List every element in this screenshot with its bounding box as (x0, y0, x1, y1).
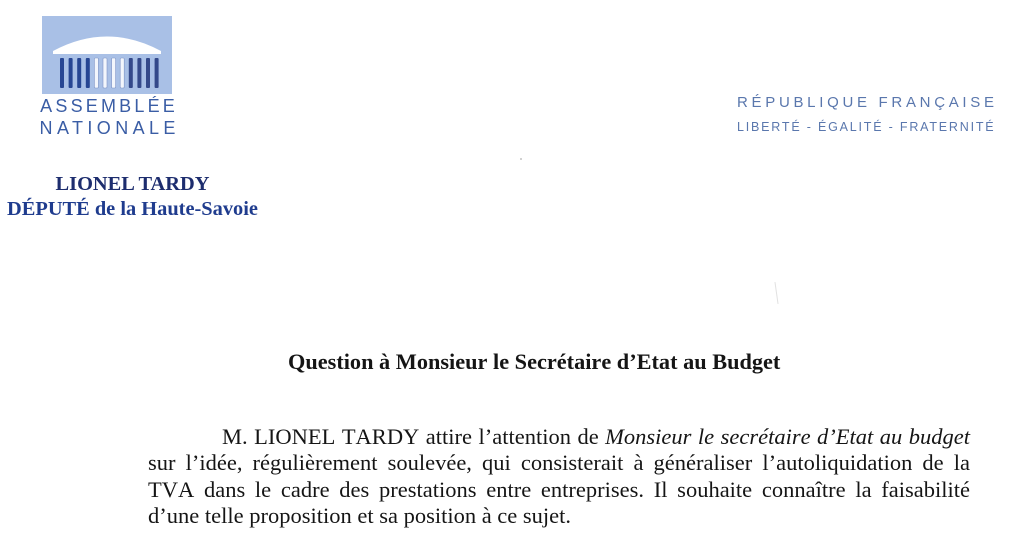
logo-column (77, 58, 81, 88)
logo-column (155, 58, 159, 88)
logo-column (60, 58, 64, 88)
republic-motto: LIBERTÉ - ÉGALITÉ - FRATERNITÉ (737, 120, 996, 134)
logo-column (129, 58, 133, 88)
logo-column (137, 58, 141, 88)
deputy-title: DÉPUTÉ de la Haute-Savoie (7, 198, 258, 220)
republic-name: RÉPUBLIQUE FRANÇAISE (737, 94, 998, 111)
logo-column (120, 58, 124, 88)
question-intro: M. LIONEL TARDY attire l’attention de (222, 424, 599, 449)
question-body (148, 424, 970, 529)
logo-wordmark-line2: NATIONALE (39, 118, 180, 138)
logo-column (103, 58, 107, 88)
assemblee-nationale-building-icon (42, 16, 172, 94)
logo-column (112, 58, 116, 88)
scan-speck (520, 158, 522, 160)
logo-column (94, 58, 98, 88)
question-addressee: Monsieur le secrétaire d’Etat au budget (605, 424, 970, 449)
logo-entablature (53, 51, 161, 54)
logo-wordmark-line1: ASSEMBLÉE (40, 96, 179, 116)
question-title: Question à Monsieur le Secrétaire d’Etat au Budget (288, 349, 781, 374)
logo-column (146, 58, 150, 88)
question-text: sur l’idée, régulièrement soulevée, qui consisterait à généraliser l’autoliquidation de la TVA dans le cadre des prestations entre entreprises. Il souhaite connaître la faisabilité d’une telle proposition et sa position à ce sujet. (148, 450, 970, 528)
deputy-name: LIONEL TARDY (55, 173, 210, 195)
logo-column (86, 58, 90, 88)
scan-mark (774, 282, 778, 304)
logo-column (69, 58, 73, 88)
sender-block (0, 172, 265, 222)
